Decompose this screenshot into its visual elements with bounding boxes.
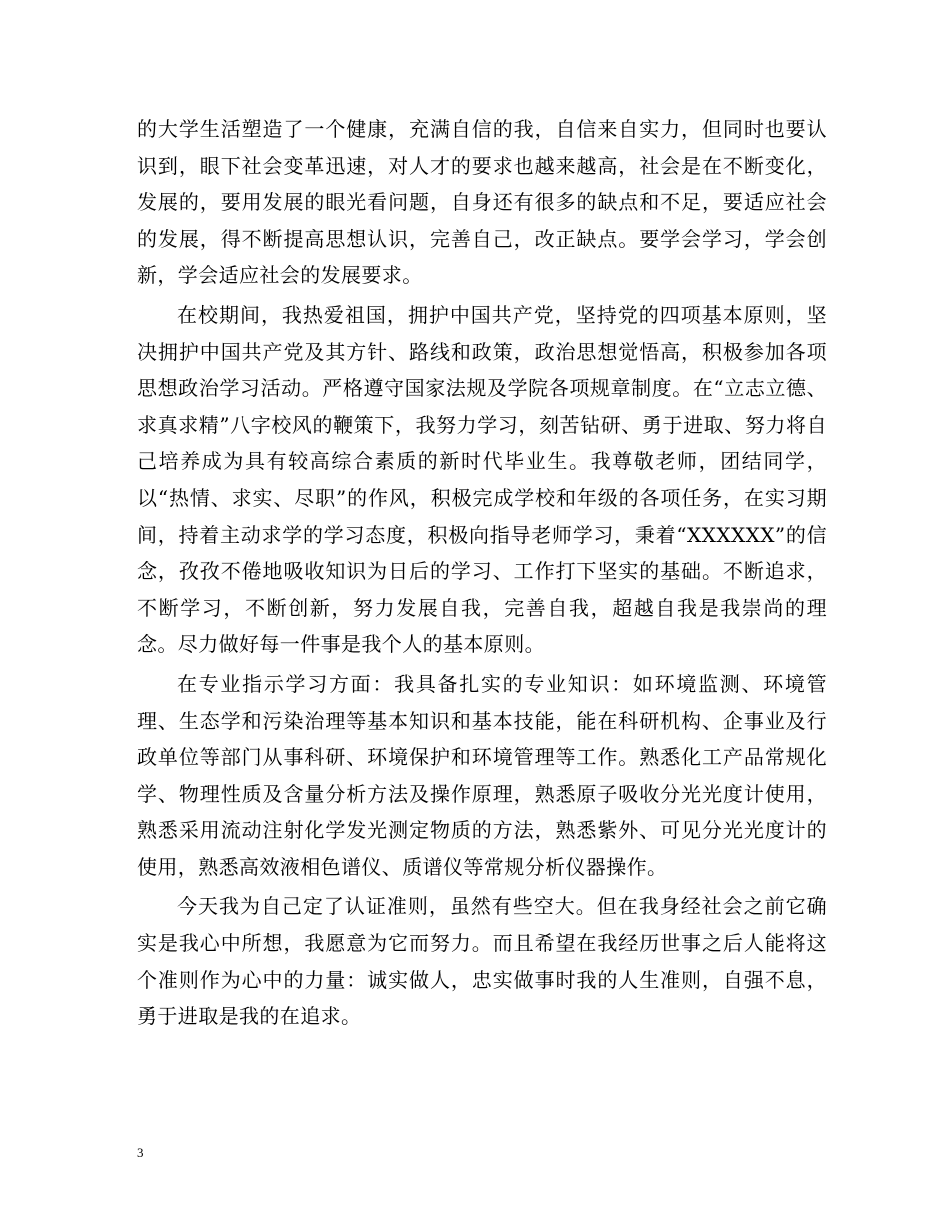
paragraph-4: 今天我为自己定了认证准则，虽然有些空大。但在我身经社会之前它确实是我心中所想，我愿意为它而努力。而且希望在我经历世事之后人能将这个准则作为心中的力量：诚实做人，忠实做事时我的人生准则，自强不息，勇于进取是我的在追求。 — [137, 894, 827, 1029]
paragraph-3: 在专业指示学习方面：我具备扎实的专业知识：如环境监测、环境管理、生态学和污染治理等基本知识和基本技能，能在科研机构、企事业及行政单位等部门从事科研、环境保护和环境管理等工作。熟悉化工产品常规化学、物理性质及含量分析方法及操作原理，熟悉原子吸收分光光度计使用，熟悉采用流动注射化学发光测定物质的方法，熟悉紫外、可见分光光度计的使用，熟悉高效液相色谱仪、质谱仪等常规分析仪器操作。 — [137, 671, 827, 879]
page-number: 3 — [137, 1145, 144, 1160]
body-text — [137, 111, 827, 1035]
paragraph-2: 在校期间，我热爱祖国，拥护中国共产党，坚持党的四项基本原则，坚决拥护中国共产党及其方针、路线和政策，政治思想觉悟高，积极参加各项思想政治学习活动。严格遵守国家法规及学院各项规章制度。在“立志立德、求真求精”八字校风的鞭策下，我努力学习，刻苦钻研、勇于进取、努力将自己培养成为具有较高综合素质的新时代毕业生。我尊敬老师，团结同学，以“热情、求实、尽职”的作风，积极完成学校和年级的各项任务，在实习期间，持着主动求学的学习态度，积极向指导老师学习，秉着“XXXXXX”的信念，孜孜不倦地吸收知识为日后的学习、工作打下坚实的基础。不断追求，不断学习，不断创新，努力发展自我，完善自我，超越自我是我崇尚的理念。尽力做好每一件事是我个人的基本原则。 — [137, 302, 827, 657]
paragraph-1: 的大学生活塑造了一个健康，充满自信的我，自信来自实力，但同时也要认识到，眼下社会变革迅速，对人才的要求也越来越高，社会是在不断变化，发展的，要用发展的眼光看问题，自身还有很多的缺点和不足，要适应社会的发展，得不断提高思想认识，完善自己，改正缺点。要学会学习，学会创新，学会适应社会的发展要求。 — [137, 117, 827, 288]
